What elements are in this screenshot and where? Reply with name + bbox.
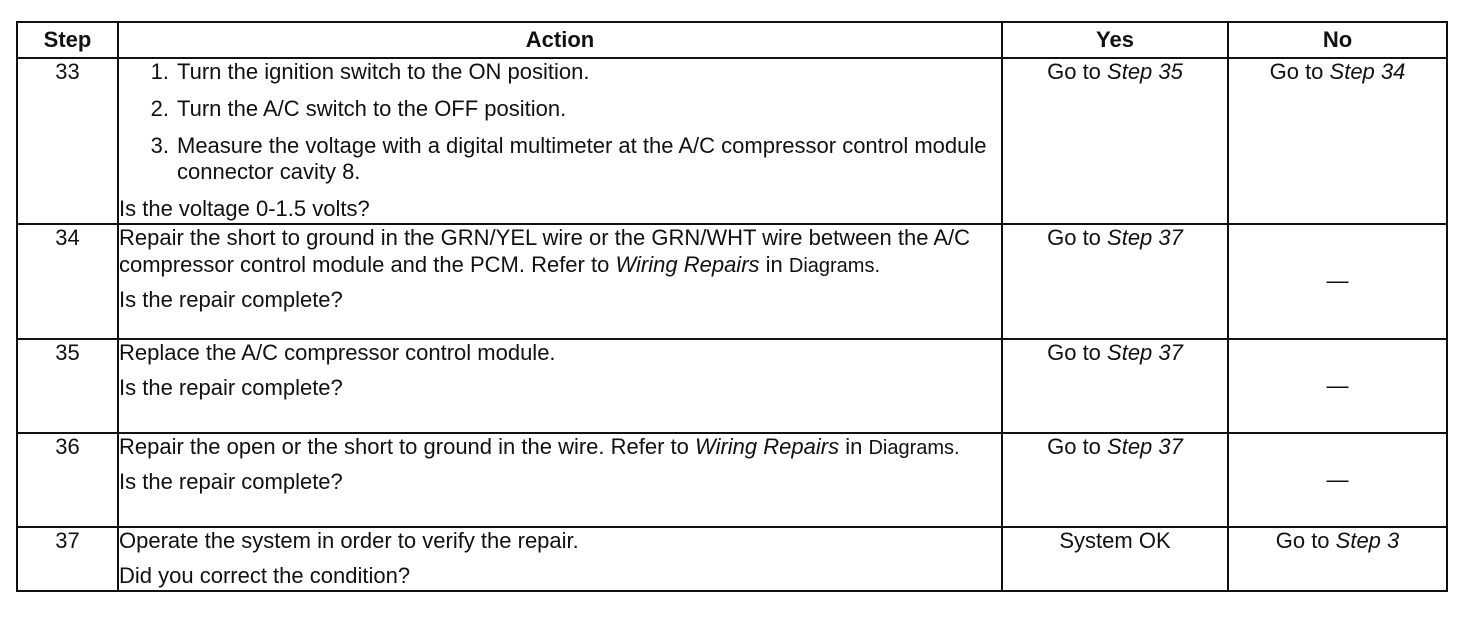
yes-prefix: Go to <box>1047 340 1108 366</box>
list-item-number: 3. <box>150 132 169 158</box>
action-text <box>119 434 1001 461</box>
no-result <box>1228 527 1447 591</box>
no-result <box>1228 58 1447 224</box>
step-number: 36 <box>17 433 118 527</box>
wiring-repairs-link[interactable]: Wiring Repairs <box>695 434 840 460</box>
step-number: 34 <box>17 224 118 339</box>
header-yes: Yes <box>1002 22 1228 58</box>
action-text: Operate the system in order to verify the repair. <box>119 528 579 554</box>
yes-result <box>1002 433 1228 527</box>
list-item <box>119 59 1001 86</box>
table-row <box>17 58 1447 224</box>
yes-step-link[interactable]: Step 37 <box>1107 434 1183 460</box>
list-item-number: 2. <box>150 95 169 121</box>
action-question: Did you correct the condition? <box>119 562 411 588</box>
action-question: Is the repair complete? <box>119 286 343 312</box>
table-row <box>17 339 1447 433</box>
yes-result <box>1002 58 1228 224</box>
yes-prefix: Go to <box>1047 434 1108 460</box>
no-result: — <box>1228 339 1447 433</box>
list-item-text: Turn the A/C switch to the OFF position. <box>177 95 567 121</box>
action-text-part: Repair the short to ground in the GRN/YEL wire or the GRN/WHT wire between the A/C compressor control module and the PCM. Refer to <box>119 225 971 277</box>
diagnostic-table <box>16 21 1448 592</box>
yes-step-link[interactable]: Step 37 <box>1107 340 1183 366</box>
action-question: Is the repair complete? <box>119 468 343 494</box>
no-result: — <box>1228 224 1447 339</box>
action-text-part: in <box>839 434 869 460</box>
yes-result <box>1002 224 1228 339</box>
action-text-part: Repair the open or the short to ground in the wire. Refer to <box>119 434 695 460</box>
action-cell <box>118 527 1002 591</box>
table-row <box>17 433 1447 527</box>
action-text: Replace the A/C compressor control module. <box>119 340 556 366</box>
header-step: Step <box>17 22 118 58</box>
action-cell <box>118 433 1002 527</box>
table-row <box>17 527 1447 591</box>
yes-result: System OK <box>1002 527 1228 591</box>
list-item-number: 1. <box>150 59 169 84</box>
list-item <box>119 96 1001 123</box>
yes-result <box>1002 339 1228 433</box>
step-number: 35 <box>17 339 118 433</box>
action-cell <box>118 58 1002 224</box>
no-step-link[interactable]: Step 3 <box>1335 528 1400 554</box>
diagrams-text: Diagrams. <box>788 254 881 277</box>
yes-prefix: Go to <box>1047 225 1108 251</box>
action-question: Is the voltage 0-1.5 volts? <box>119 196 370 222</box>
diagrams-text: Diagrams. <box>868 437 960 460</box>
yes-step-link[interactable]: Step 35 <box>1107 59 1183 84</box>
yes-step-link[interactable]: Step 37 <box>1107 225 1183 251</box>
action-text-part: in <box>759 251 789 277</box>
no-prefix: Go to <box>1269 59 1330 84</box>
action-steps-list <box>119 59 1001 186</box>
action-text <box>119 225 1001 279</box>
step-number: 37 <box>17 527 118 591</box>
wiring-repairs-link[interactable]: Wiring Repairs <box>615 251 760 277</box>
no-result: — <box>1228 433 1447 527</box>
table-row <box>17 224 1447 339</box>
list-item-text: Turn the ignition switch to the ON position. <box>177 59 590 84</box>
table-header-row <box>17 22 1447 58</box>
header-action: Action <box>118 22 1002 58</box>
action-cell <box>118 339 1002 433</box>
list-item <box>119 133 1001 187</box>
yes-prefix: Go to <box>1047 59 1108 84</box>
no-prefix: Go to <box>1275 528 1336 554</box>
header-no: No <box>1228 22 1447 58</box>
action-cell <box>118 224 1002 339</box>
list-item-text: Measure the voltage with a digital multimeter at the A/C compressor control module connector cavity 8. <box>177 132 987 185</box>
step-number: 33 <box>17 58 118 224</box>
action-question: Is the repair complete? <box>119 374 343 400</box>
no-step-link[interactable]: Step 34 <box>1329 59 1406 84</box>
